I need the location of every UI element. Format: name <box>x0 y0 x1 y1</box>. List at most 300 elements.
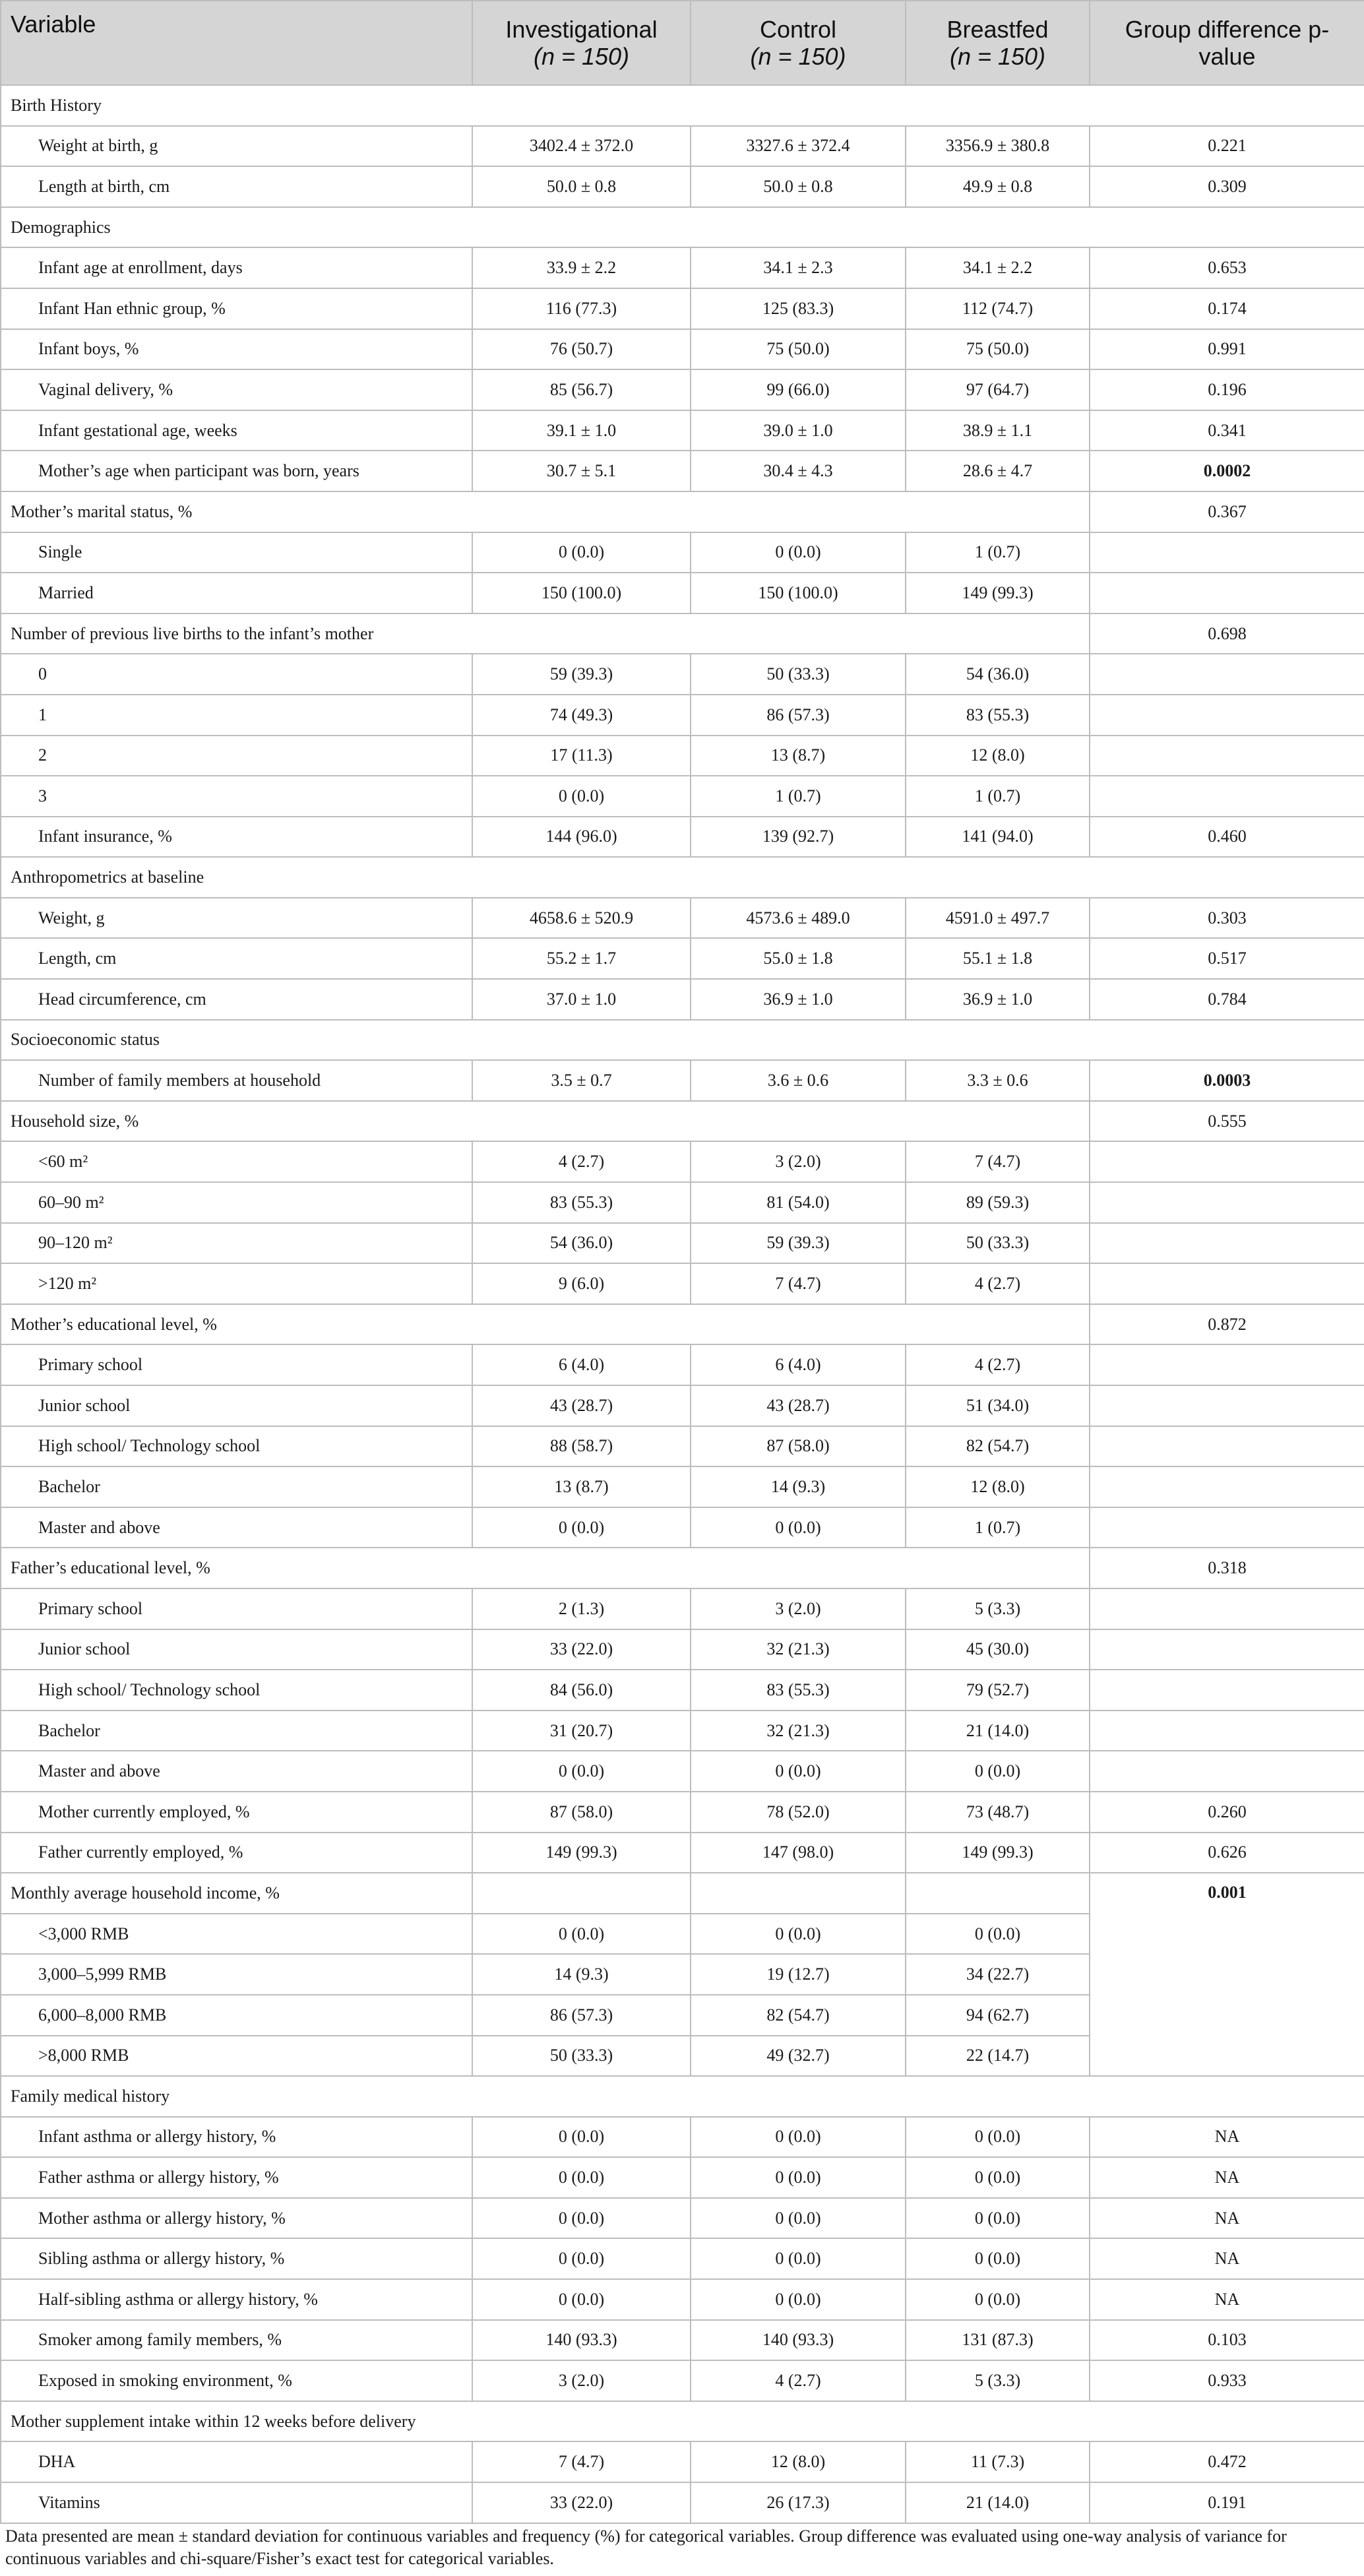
table-row <box>1 2320 1364 2361</box>
investigational-value: 0 (0.0) <box>472 2117 691 2158</box>
control-value: 7 (4.7) <box>691 1263 906 1304</box>
control-value: 34.1 ± 2.3 <box>691 247 906 288</box>
table-row <box>1 979 1364 1020</box>
breastfed-value: 34.1 ± 2.2 <box>906 247 1090 288</box>
table-row <box>1 1060 1364 1101</box>
variable-label: 0 <box>1 654 472 695</box>
section-row <box>1 2076 1364 2117</box>
header-row <box>1 1 1364 85</box>
p-value <box>1090 1711 1364 1751</box>
breastfed-value: 38.9 ± 1.1 <box>906 410 1090 451</box>
p-value: 0.341 <box>1090 410 1364 451</box>
breastfed-value: 55.1 ± 1.8 <box>906 938 1090 979</box>
table-row <box>1 2198 1364 2239</box>
table-row <box>1 329 1364 370</box>
p-value: 0.0002 <box>1090 451 1364 491</box>
investigational-value: 37.0 ± 1.0 <box>472 979 691 1020</box>
breastfed-value: 4591.0 ± 497.7 <box>906 898 1090 939</box>
p-value: NA <box>1090 2117 1364 2158</box>
breastfed-value: 21 (14.0) <box>906 1711 1090 1751</box>
variable-label: >8,000 RMB <box>1 2036 472 2077</box>
control-value: 3327.6 ± 372.4 <box>691 126 906 167</box>
investigational-value: 0 (0.0) <box>472 532 691 573</box>
investigational-value: 0 (0.0) <box>472 1914 691 1955</box>
table-row <box>1 1141 1364 1182</box>
variable-label: Mother’s age when participant was born, years <box>1 451 472 491</box>
control-value: 19 (12.7) <box>691 1954 906 1995</box>
p-value <box>1090 1466 1364 1507</box>
table-row <box>1 1385 1364 1426</box>
control-value: 125 (83.3) <box>691 288 906 329</box>
breastfed-value: 0 (0.0) <box>906 2238 1090 2279</box>
breastfed-value: 5 (3.3) <box>906 1588 1090 1629</box>
control-value: 4 (2.7) <box>691 2360 906 2401</box>
control-value: 30.4 ± 4.3 <box>691 451 906 491</box>
control-value: 50.0 ± 0.8 <box>691 166 906 207</box>
investigational-value: 54 (36.0) <box>472 1223 691 1264</box>
p-value <box>1090 1182 1364 1223</box>
header-investigational-n: (n = 150) <box>533 43 630 70</box>
p-value: NA <box>1090 2238 1364 2279</box>
breastfed-value: 36.9 ± 1.0 <box>906 979 1090 1020</box>
variable-label: Weight, g <box>1 898 472 939</box>
breastfed-value: 51 (34.0) <box>906 1385 1090 1426</box>
investigational-value: 0 (0.0) <box>472 2238 691 2279</box>
variable-label: Smoker among family members, % <box>1 2320 472 2361</box>
breastfed-value: 5 (3.3) <box>906 2360 1090 2401</box>
breastfed-value: 83 (55.3) <box>906 695 1090 736</box>
investigational-value: 87 (58.0) <box>472 1792 691 1833</box>
section-row <box>1 1020 1364 1061</box>
variable-label: Junior school <box>1 1385 472 1426</box>
p-value <box>1090 736 1364 776</box>
table-row <box>1 1792 1364 1833</box>
variable-label: Mother asthma or allergy history, % <box>1 2198 472 2239</box>
header-control-label: Control <box>759 16 837 43</box>
table-row <box>1 898 1364 939</box>
group-row <box>1 491 1364 532</box>
investigational-value: 17 (11.3) <box>472 736 691 776</box>
table-row <box>1 369 1364 410</box>
section-row <box>1 857 1364 898</box>
variable-label: Exposed in smoking environment, % <box>1 2360 472 2401</box>
table-row <box>1 2157 1364 2198</box>
variable-label: High school/ Technology school <box>1 1426 472 1467</box>
investigational-value: 3 (2.0) <box>472 2360 691 2401</box>
control-value: 12 (8.0) <box>691 2441 906 2482</box>
control-value: 0 (0.0) <box>691 1914 906 1955</box>
breastfed-value: 149 (99.3) <box>906 573 1090 613</box>
variable-label: Head circumference, cm <box>1 979 472 1020</box>
table-row <box>1 1507 1364 1548</box>
table-row <box>1 1588 1364 1629</box>
investigational-value: 3402.4 ± 372.0 <box>472 126 691 167</box>
p-value <box>1090 1670 1364 1711</box>
control-value: 36.9 ± 1.0 <box>691 979 906 1020</box>
breastfed-value: 7 (4.7) <box>906 1141 1090 1182</box>
p-value <box>1090 1751 1364 1792</box>
p-value: 0.653 <box>1090 247 1364 288</box>
investigational-value: 3.5 ± 0.7 <box>472 1060 691 1101</box>
control-value: 0 (0.0) <box>691 2238 906 2279</box>
table-row <box>1 1833 1364 1873</box>
investigational-value: 33.9 ± 2.2 <box>472 247 691 288</box>
variable-label: Infant age at enrollment, days <box>1 247 472 288</box>
variable-label: Bachelor <box>1 1466 472 1507</box>
variable-label: Married <box>1 573 472 613</box>
section-label: Socioeconomic status <box>1 1020 1364 1061</box>
empty-cell <box>691 1873 906 1914</box>
table-row <box>1 1263 1364 1304</box>
variable-label: Infant gestational age, weeks <box>1 410 472 451</box>
control-value: 0 (0.0) <box>691 1751 906 1792</box>
breastfed-value: 54 (36.0) <box>906 654 1090 695</box>
investigational-value: 50 (33.3) <box>472 2036 691 2077</box>
variable-label: Length at birth, cm <box>1 166 472 207</box>
p-value: 0.555 <box>1090 1101 1364 1142</box>
section-row <box>1 85 1364 126</box>
p-value: 0.460 <box>1090 817 1364 858</box>
investigational-value: 6 (4.0) <box>472 1344 691 1385</box>
investigational-value: 88 (58.7) <box>472 1426 691 1467</box>
variable-label: Weight at birth, g <box>1 126 472 167</box>
table-row <box>1 2482 1364 2523</box>
breastfed-value: 149 (99.3) <box>906 1833 1090 1873</box>
p-value: 0.221 <box>1090 126 1364 167</box>
table-row <box>1 573 1364 613</box>
section-row <box>1 207 1364 248</box>
investigational-value: 76 (50.7) <box>472 329 691 370</box>
control-value: 43 (28.7) <box>691 1385 906 1426</box>
header-p-value-label: Group difference p- <box>1125 16 1330 43</box>
empty-cell <box>906 1873 1090 1914</box>
control-value: 59 (39.3) <box>691 1223 906 1264</box>
control-value: 0 (0.0) <box>691 2157 906 2198</box>
table-row <box>1 1711 1364 1751</box>
p-value <box>1090 573 1364 613</box>
table-row <box>1 736 1364 776</box>
p-value <box>1090 1344 1364 1385</box>
breastfed-value: 28.6 ± 4.7 <box>906 451 1090 491</box>
investigational-value: 31 (20.7) <box>472 1711 691 1751</box>
group-label: Household size, % <box>1 1101 1090 1142</box>
investigational-value: 4658.6 ± 520.9 <box>472 898 691 939</box>
variable-label: Infant insurance, % <box>1 817 472 858</box>
control-value: 0 (0.0) <box>691 2117 906 2158</box>
header-breastfed-label: Breastfed <box>946 16 1049 43</box>
control-value: 0 (0.0) <box>691 532 906 573</box>
variable-label: <60 m² <box>1 1141 472 1182</box>
control-value: 140 (93.3) <box>691 2320 906 2361</box>
table-row <box>1 2238 1364 2279</box>
control-value: 4573.6 ± 489.0 <box>691 898 906 939</box>
p-value: 0.001 <box>1090 1873 1364 2076</box>
variable-label: Single <box>1 532 472 573</box>
table-body <box>1 85 1364 2523</box>
investigational-value: 0 (0.0) <box>472 2198 691 2239</box>
variable-label: Length, cm <box>1 938 472 979</box>
variable-label: >120 m² <box>1 1263 472 1304</box>
p-value <box>1090 1385 1364 1426</box>
header-investigational-label: Investigational <box>505 16 658 43</box>
header-breastfed <box>906 1 1090 85</box>
table-row <box>1 654 1364 695</box>
control-value: 50 (33.3) <box>691 654 906 695</box>
variable-label: Master and above <box>1 1751 472 1792</box>
table-row <box>1 166 1364 207</box>
breastfed-value: 131 (87.3) <box>906 2320 1090 2361</box>
variable-label: 90–120 m² <box>1 1223 472 1264</box>
variable-label: Mother currently employed, % <box>1 1792 472 1833</box>
control-value: 13 (8.7) <box>691 736 906 776</box>
variable-label: High school/ Technology school <box>1 1670 472 1711</box>
p-value: 0.991 <box>1090 329 1364 370</box>
variable-label: 6,000–8,000 RMB <box>1 1995 472 2036</box>
investigational-value: 14 (9.3) <box>472 1954 691 1995</box>
breastfed-value: 0 (0.0) <box>906 2117 1090 2158</box>
breastfed-value: 45 (30.0) <box>906 1629 1090 1670</box>
table-row <box>1 1223 1364 1264</box>
control-value: 87 (58.0) <box>691 1426 906 1467</box>
investigational-value: 13 (8.7) <box>472 1466 691 1507</box>
control-value: 139 (92.7) <box>691 817 906 858</box>
section-label: Family medical history <box>1 2076 1364 2117</box>
breastfed-value: 22 (14.7) <box>906 2036 1090 2077</box>
p-value <box>1090 1223 1364 1264</box>
variable-label: Half-sibling asthma or allergy history, % <box>1 2279 472 2320</box>
p-value: 0.191 <box>1090 2482 1364 2523</box>
investigational-value: 33 (22.0) <box>472 1629 691 1670</box>
breastfed-value: 0 (0.0) <box>906 1914 1090 1955</box>
breastfed-value: 3356.9 ± 380.8 <box>906 126 1090 167</box>
table-row <box>1 2279 1364 2320</box>
investigational-value: 0 (0.0) <box>472 2279 691 2320</box>
p-value <box>1090 776 1364 817</box>
breastfed-value: 0 (0.0) <box>906 2157 1090 2198</box>
table-row <box>1 938 1364 979</box>
control-value: 0 (0.0) <box>691 2279 906 2320</box>
table-row <box>1 776 1364 817</box>
investigational-value: 0 (0.0) <box>472 1507 691 1548</box>
breastfed-value: 12 (8.0) <box>906 1466 1090 1507</box>
variable-label: 1 <box>1 695 472 736</box>
control-value: 82 (54.7) <box>691 1995 906 2036</box>
table-row <box>1 451 1364 491</box>
breastfed-value: 1 (0.7) <box>906 1507 1090 1548</box>
variable-label: Vitamins <box>1 2482 472 2523</box>
p-value <box>1090 1263 1364 1304</box>
control-value: 86 (57.3) <box>691 695 906 736</box>
investigational-value: 84 (56.0) <box>472 1670 691 1711</box>
variable-label: Junior school <box>1 1629 472 1670</box>
table-footnote: Data presented are mean ± standard deviation for continuous variables and frequency (%) for categorical variables. Group difference was evaluated using one-way analysis of variance for continuous variables and chi-square/Fisher’s exact test for categorical variables. <box>5 2527 1287 2568</box>
header-breastfed-n: (n = 150) <box>949 43 1046 70</box>
section-label: Mother supplement intake within 12 weeks before delivery <box>1 2401 1364 2442</box>
breastfed-value: 89 (59.3) <box>906 1182 1090 1223</box>
p-value <box>1090 1507 1364 1548</box>
investigational-value: 2 (1.3) <box>472 1588 691 1629</box>
table-row <box>1 1466 1364 1507</box>
table-row <box>1 695 1364 736</box>
breastfed-value: 112 (74.7) <box>906 288 1090 329</box>
p-value: 0.0003 <box>1090 1060 1364 1101</box>
investigational-value: 59 (39.3) <box>472 654 691 695</box>
p-value: NA <box>1090 2198 1364 2239</box>
investigational-value: 74 (49.3) <box>472 695 691 736</box>
p-value <box>1090 654 1364 695</box>
p-value <box>1090 695 1364 736</box>
investigational-value: 116 (77.3) <box>472 288 691 329</box>
breastfed-value: 97 (64.7) <box>906 369 1090 410</box>
p-value <box>1090 1141 1364 1182</box>
breastfed-value: 0 (0.0) <box>906 2198 1090 2239</box>
variable-label: Master and above <box>1 1507 472 1548</box>
section-label: Anthropometrics at baseline <box>1 857 1364 898</box>
breastfed-value: 0 (0.0) <box>906 1751 1090 1792</box>
p-value: 0.933 <box>1090 2360 1364 2401</box>
control-value: 3 (2.0) <box>691 1141 906 1182</box>
investigational-value: 0 (0.0) <box>472 2157 691 2198</box>
section-row <box>1 2401 1364 2442</box>
variable-label: Father asthma or allergy history, % <box>1 2157 472 2198</box>
section-label: Demographics <box>1 207 1364 248</box>
header-p-value <box>1090 1 1364 85</box>
control-value: 55.0 ± 1.8 <box>691 938 906 979</box>
control-value: 0 (0.0) <box>691 1507 906 1548</box>
breastfed-value: 1 (0.7) <box>906 776 1090 817</box>
p-value: 0.260 <box>1090 1792 1364 1833</box>
p-value: 0.367 <box>1090 491 1364 532</box>
variable-label: Primary school <box>1 1588 472 1629</box>
table-row <box>1 1751 1364 1792</box>
p-value: 0.784 <box>1090 979 1364 1020</box>
table-row <box>1 1629 1364 1670</box>
table-row <box>1 532 1364 573</box>
control-value: 3 (2.0) <box>691 1588 906 1629</box>
investigational-value: 85 (56.7) <box>472 369 691 410</box>
p-value <box>1090 1588 1364 1629</box>
header-p-value-sub: value <box>1198 43 1256 70</box>
header-variable-label: Variable <box>11 11 96 38</box>
table-row <box>1 1344 1364 1385</box>
variable-label: 3,000–5,999 RMB <box>1 1954 472 1995</box>
breastfed-value: 94 (62.7) <box>906 1995 1090 2036</box>
p-value: NA <box>1090 2157 1364 2198</box>
group-label: Number of previous live births to the infant’s mother <box>1 613 1090 654</box>
breastfed-value: 141 (94.0) <box>906 817 1090 858</box>
group-row <box>1 1304 1364 1345</box>
breastfed-value: 49.9 ± 0.8 <box>906 166 1090 207</box>
header-control <box>691 1 906 85</box>
investigational-value: 55.2 ± 1.7 <box>472 938 691 979</box>
p-value: 0.103 <box>1090 2320 1364 2361</box>
p-value: 0.698 <box>1090 613 1364 654</box>
group-label: Father’s educational level, % <box>1 1548 1090 1588</box>
variable-label: DHA <box>1 2441 472 2482</box>
control-value: 78 (52.0) <box>691 1792 906 1833</box>
control-value: 32 (21.3) <box>691 1711 906 1751</box>
variable-label: 60–90 m² <box>1 1182 472 1223</box>
investigational-value: 43 (28.7) <box>472 1385 691 1426</box>
control-value: 32 (21.3) <box>691 1629 906 1670</box>
p-value <box>1090 532 1364 573</box>
investigational-value: 9 (6.0) <box>472 1263 691 1304</box>
control-value: 3.6 ± 0.6 <box>691 1060 906 1101</box>
investigational-value: 149 (99.3) <box>472 1833 691 1873</box>
breastfed-value: 75 (50.0) <box>906 329 1090 370</box>
header-investigational <box>472 1 691 85</box>
table-header <box>1 1 1364 85</box>
investigational-value: 144 (96.0) <box>472 817 691 858</box>
investigational-value: 50.0 ± 0.8 <box>472 166 691 207</box>
breastfed-value: 12 (8.0) <box>906 736 1090 776</box>
p-value: 0.472 <box>1090 2441 1364 2482</box>
variable-label: Sibling asthma or allergy history, % <box>1 2238 472 2279</box>
table-row <box>1 2360 1364 2401</box>
p-value <box>1090 1426 1364 1467</box>
table-row <box>1 817 1364 858</box>
variable-label: Father currently employed, % <box>1 1833 472 1873</box>
table-row <box>1 1182 1364 1223</box>
control-value: 75 (50.0) <box>691 329 906 370</box>
breastfed-value: 50 (33.3) <box>906 1223 1090 1264</box>
control-value: 147 (98.0) <box>691 1833 906 1873</box>
table-row <box>1 126 1364 167</box>
breastfed-value: 82 (54.7) <box>906 1426 1090 1467</box>
table-row <box>1 288 1364 329</box>
control-value: 26 (17.3) <box>691 2482 906 2523</box>
breastfed-value: 1 (0.7) <box>906 532 1090 573</box>
p-value <box>1090 1629 1364 1670</box>
group-row <box>1 1548 1364 1588</box>
control-value: 99 (66.0) <box>691 369 906 410</box>
p-value: 0.626 <box>1090 1833 1364 1873</box>
empty-cell <box>472 1873 691 1914</box>
table-row <box>1 1670 1364 1711</box>
investigational-value: 0 (0.0) <box>472 776 691 817</box>
breastfed-value: 21 (14.0) <box>906 2482 1090 2523</box>
investigational-value: 30.7 ± 5.1 <box>472 451 691 491</box>
group-label: Monthly average household income, % <box>1 1873 472 1914</box>
group-row <box>1 1101 1364 1142</box>
section-label: Birth History <box>1 85 1364 126</box>
investigational-value: 39.1 ± 1.0 <box>472 410 691 451</box>
investigational-value: 33 (22.0) <box>472 2482 691 2523</box>
p-value: 0.872 <box>1090 1304 1364 1345</box>
breastfed-value: 0 (0.0) <box>906 2279 1090 2320</box>
p-value: 0.196 <box>1090 369 1364 410</box>
header-control-n: (n = 150) <box>750 43 846 70</box>
p-value: NA <box>1090 2279 1364 2320</box>
p-value: 0.174 <box>1090 288 1364 329</box>
variable-label: Infant asthma or allergy history, % <box>1 2117 472 2158</box>
variable-label: Bachelor <box>1 1711 472 1751</box>
header-variable <box>1 1 472 85</box>
investigational-value: 86 (57.3) <box>472 1995 691 2036</box>
table-row <box>1 247 1364 288</box>
control-value: 6 (4.0) <box>691 1344 906 1385</box>
control-value: 49 (32.7) <box>691 2036 906 2077</box>
variable-label: 2 <box>1 736 472 776</box>
variable-label: Number of family members at household <box>1 1060 472 1101</box>
variable-label: <3,000 RMB <box>1 1914 472 1955</box>
control-value: 150 (100.0) <box>691 573 906 613</box>
control-value: 0 (0.0) <box>691 2198 906 2239</box>
variable-label: Vaginal delivery, % <box>1 369 472 410</box>
group-label: Mother’s educational level, % <box>1 1304 1090 1345</box>
p-value: 0.303 <box>1090 898 1364 939</box>
control-value: 39.0 ± 1.0 <box>691 410 906 451</box>
